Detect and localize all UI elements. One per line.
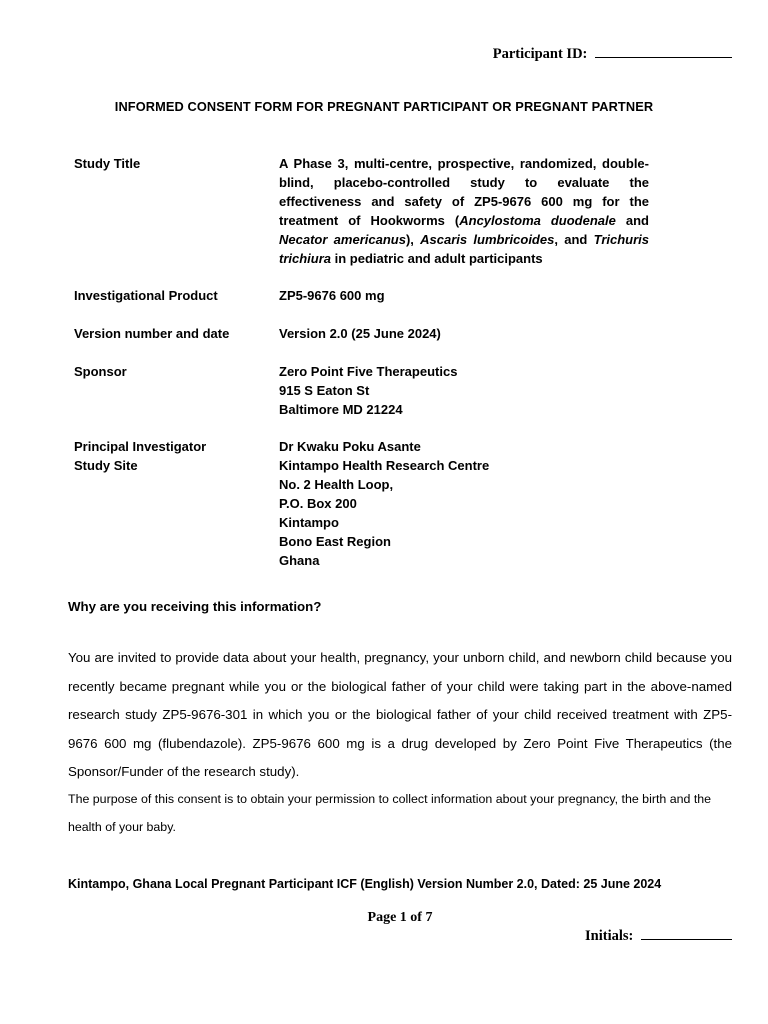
page-number: Page 1 of 7 xyxy=(367,910,433,925)
initials-label: Initials: xyxy=(585,928,634,944)
version-label: Version number and date xyxy=(74,326,230,341)
initials-blank[interactable] xyxy=(641,927,732,940)
product-label: Investigational Product xyxy=(74,288,218,303)
section-question: Why are you receiving this information? xyxy=(68,599,322,614)
form-title: INFORMED CONSENT FORM FOR PREGNANT PARTICIPANT OR PREGNANT PARTNER xyxy=(114,99,654,114)
version-value: Version 2.0 (25 June 2024) xyxy=(279,326,441,341)
principal-investigator-row xyxy=(74,437,649,570)
product-value: ZP5-9676 600 mg xyxy=(279,288,385,303)
participant-id-blank[interactable] xyxy=(595,45,732,58)
version-row xyxy=(74,324,649,343)
study-title-value: A Phase 3, multi-centre, prospective, randomized, double-blind, placebo-controlled study to evaluate the effectiveness and safety of ZP5-9676 600 mg for the treatment of Hookworms (Ancylostoma duodenale and Necator americanus), Ascaris lumbricoides, and Trichuris trichiura in pediatric and adult participants xyxy=(279,156,650,266)
pi-label: Principal Investigator xyxy=(74,439,207,454)
body-paragraph-1: You are invited to provide data about your health, pregnancy, your unborn child, and newborn child because you recently became pregnant while you or the biological father of your child were taking part in the above-named research study ZP5-9676-301 in which you or the biological father of your child received treatment with ZP5-9676 600 mg (flubendazole). ZP5-9676 600 mg is a drug developed by Zero Point Five Therapeutics (the Sponsor/Funder of the research study). xyxy=(68,650,732,780)
footer-version-note: Kintampo, Ghana Local Pregnant Participant ICF (English) Version Number 2.0, Dated: 25 June 2024 xyxy=(68,877,662,891)
study-title-row xyxy=(74,154,649,268)
sponsor-row xyxy=(74,362,649,419)
sponsor-label: Sponsor xyxy=(74,364,127,379)
study-site-label: Study Site xyxy=(74,458,138,473)
participant-id-label: Participant ID: xyxy=(492,46,588,62)
participant-id-field xyxy=(493,45,732,63)
body-paragraph-2: The purpose of this consent is to obtain your permission to collect information about your pregnancy, the birth and the health of your baby. xyxy=(68,792,712,834)
sponsor-address: Zero Point Five Therapeutics 915 S Eaton St Baltimore MD 21224 xyxy=(279,364,458,417)
investigational-product-row xyxy=(74,286,649,305)
study-info-table xyxy=(74,154,649,570)
study-title-label: Study Title xyxy=(74,156,141,171)
initials-field xyxy=(585,927,732,945)
pi-site-details: Dr Kwaku Poku Asante Kintampo Health Research Centre No. 2 Health Loop, P.O. Box 200 Kintampo Bono East Region Ghana xyxy=(279,439,490,568)
